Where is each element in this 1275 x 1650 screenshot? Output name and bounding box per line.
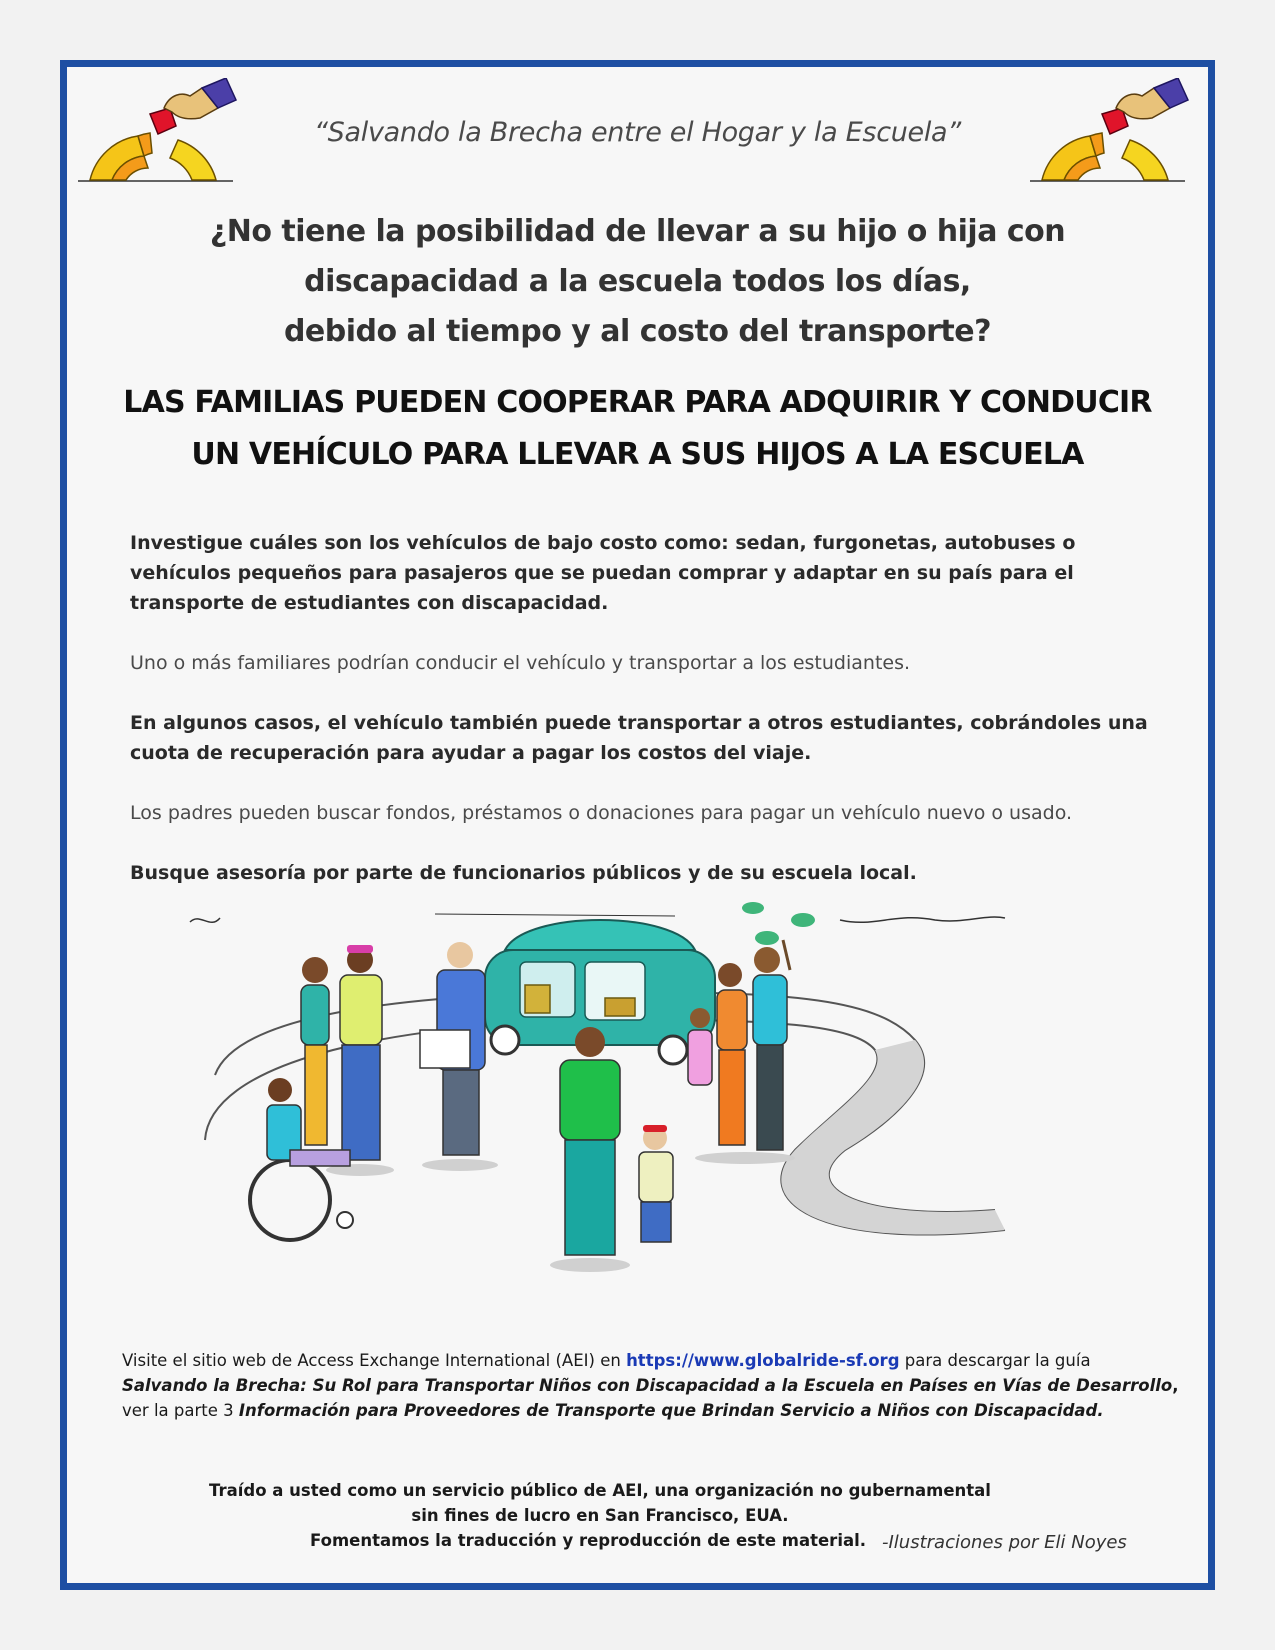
main-headline: [0, 377, 1275, 481]
motto: “Salvando la Brecha entre el Hogar y la Escuela”: [313, 117, 961, 148]
question-heading: [0, 207, 1275, 357]
guide-title: Salvando la Brecha: Su Rol para Transportar Niños con Discapacidad a la Escuela en Países en Vías de Desarrollo: [122, 1376, 1173, 1395]
question-line: debido al tiempo y al costo del transporte?: [283, 314, 992, 349]
paragraph-funding: Los padres pueden buscar fondos, préstamos o donaciones para pagar un vehículo nuevo o usado.: [130, 802, 1073, 824]
footer-note: [122, 1348, 1182, 1423]
visit-suffix: para descargar la guía: [899, 1351, 1091, 1370]
credits-line-2: sin fines de lucro en San Francisco, EUA.: [411, 1506, 789, 1525]
footer-line-1: [122, 1348, 1182, 1373]
footer-line-3: [122, 1398, 1182, 1423]
credits-line-3: Fomentamos la traducción y reproducción de este material.: [310, 1531, 867, 1550]
credits-line-1: Traído a usted como un servicio público de AEI, una organización no gubernamental: [209, 1481, 991, 1500]
question-line: ¿No tiene la posibilidad de llevar a su hijo o hija con: [209, 214, 1066, 249]
question-line: discapacidad a la escuela todos los días,: [304, 264, 971, 299]
paragraph-advice: Busque asesoría por parte de funcionarios públicos y de su escuela local.: [130, 862, 917, 884]
aei-website-link[interactable]: https://www.globalride-sf.org: [626, 1351, 900, 1370]
illustrator-credit: -Ilustraciones por Eli Noyes: [882, 1532, 1127, 1553]
visit-prefix: Visite el sitio web de Access Exchange International (AEI) en: [122, 1351, 627, 1370]
headline-line: LAS FAMILIAS PUEDEN COOPERAR PARA ADQUIRIR Y CONDUCIR: [123, 385, 1152, 420]
paragraph-vehicles: Investigue cuáles son los vehículos de bajo costo como: sedan, furgonetas, autobuses o vehículos pequeños para pasajeros que se puedan comprar y adaptar en su país para el transporte de estudiantes con discapacidad.: [130, 532, 1076, 614]
footer-line-2: [122, 1373, 1182, 1398]
paragraph-fees: En algunos casos, el vehículo también puede transportar a otros estudiantes, cobrándoles una cuota de recuperación para ayudar a pagar los costos del viaje.: [130, 712, 1148, 764]
body-paragraphs: [130, 528, 1180, 918]
headline-line: UN VEHÍCULO PARA LLEVAR A SUS HIJOS A LA ESCUELA: [191, 437, 1084, 472]
part-prefix: ver la parte 3: [122, 1401, 239, 1420]
part-title: Información para Proveedores de Transporte que Brindan Servicio a Niños con Discapacidad.: [238, 1401, 1104, 1420]
guide-comma: ,: [1172, 1376, 1179, 1395]
paragraph-drivers: Uno o más familiares podrían conducir el vehículo y transportar a los estudiantes.: [130, 652, 911, 674]
mototaxi-illustration: [175, 900, 1075, 1345]
